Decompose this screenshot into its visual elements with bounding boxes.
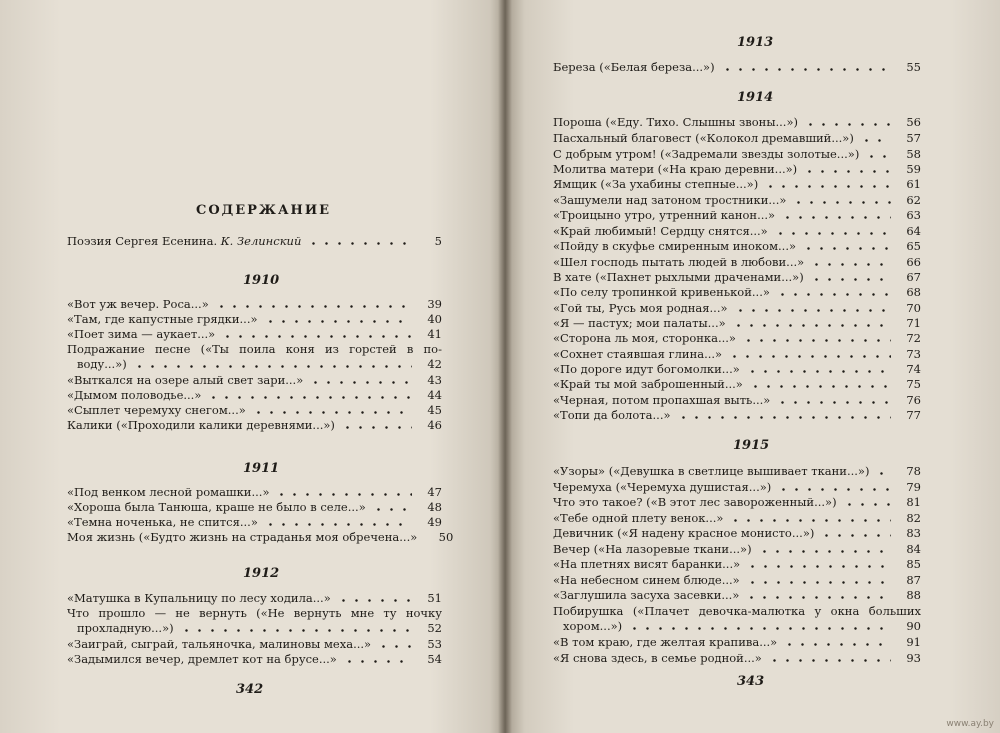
entry-title: Ямщик («За ухабины степные...») <box>553 177 759 191</box>
dot-leader <box>749 385 891 388</box>
page-ref: 68 <box>906 285 921 299</box>
dot-leader <box>746 370 891 373</box>
toc-entry[interactable] <box>67 402 442 418</box>
page-ref: 90 <box>906 619 921 633</box>
page-ref: 49 <box>427 515 442 529</box>
entry-title: «Под венком лесной ромашки...» <box>67 485 270 499</box>
page-ref: 5 <box>434 234 442 248</box>
entry-title: «По селу тропинкой кривенькой...» <box>553 285 770 299</box>
toc-entry[interactable] <box>67 356 442 372</box>
toc-entry-intro[interactable] <box>67 233 442 249</box>
dot-leader <box>764 185 891 188</box>
dot-leader <box>820 534 891 537</box>
toc-entry[interactable] <box>67 651 442 667</box>
entry-title: «Узоры» («Девушка в светлице вышивает ткани...») <box>553 464 870 478</box>
entry-title: «Гой ты, Русь моя родная...» <box>553 301 728 315</box>
toc-entry[interactable] <box>553 192 921 208</box>
toc-entry[interactable] <box>553 146 921 162</box>
entry-title: «Матушка в Купальницу по лесу ходила...» <box>67 591 331 605</box>
page-ref: 87 <box>906 573 921 587</box>
page-ref: 58 <box>906 147 921 161</box>
dot-leader <box>207 396 412 399</box>
dot-leader <box>215 305 412 308</box>
page-ref: 52 <box>427 621 442 635</box>
dot-leader <box>803 170 891 173</box>
page-ref: 43 <box>427 373 442 387</box>
toc-entry[interactable] <box>67 529 454 545</box>
dot-leader <box>843 503 891 506</box>
dot-leader <box>377 645 412 648</box>
page-ref: 61 <box>906 177 921 191</box>
toc-entry[interactable] <box>67 514 442 530</box>
toc-entry[interactable] <box>553 284 921 300</box>
entry-title: В хате («Пахнет рыхлыми драченами...») <box>553 270 804 284</box>
toc-entry[interactable] <box>67 620 442 636</box>
year-heading-1912: 1912 <box>243 566 280 581</box>
toc-entry[interactable] <box>553 463 921 479</box>
entry-title: «Троицыно утро, утренний канон...» <box>553 208 776 222</box>
toc-entry[interactable] <box>67 417 442 433</box>
page-ref: 54 <box>427 652 442 666</box>
toc-entry[interactable] <box>553 556 921 572</box>
dot-leader <box>865 155 891 158</box>
toc-entry[interactable] <box>553 161 921 177</box>
page-ref: 57 <box>906 131 921 145</box>
entry-title: Моя жизнь («Будто жизнь на страданья моя обречена...» <box>67 530 418 544</box>
dot-leader <box>804 123 891 126</box>
dot-leader <box>337 599 412 602</box>
dot-leader <box>221 335 412 338</box>
entry-title: Что это такое? («В этот лес завороженный...») <box>553 495 837 509</box>
dot-leader <box>372 508 412 511</box>
entry-title: «Хороша была Танюша, краше не было в селе...» <box>67 500 366 514</box>
toc-entry[interactable] <box>67 387 442 403</box>
toc-entry[interactable] <box>553 269 921 285</box>
year-heading-1915: 1915 <box>733 438 770 453</box>
page-ref: 84 <box>906 542 921 556</box>
toc-entry[interactable] <box>553 541 921 557</box>
page-ref: 64 <box>906 224 921 238</box>
page-ref: 73 <box>906 347 921 361</box>
dot-leader <box>768 659 891 662</box>
entry-title: «Заиграй, сыграй, тальяночка, малиновы меха...» <box>67 637 372 651</box>
page-ref: 91 <box>906 635 921 649</box>
entry-title: «Я — пастух; мои палаты...» <box>553 316 726 330</box>
dot-leader <box>264 320 412 323</box>
toc-entry[interactable] <box>67 372 442 388</box>
year-heading-1911: 1911 <box>243 461 280 476</box>
entry-title: хором...») <box>563 619 623 633</box>
dot-leader <box>252 411 412 414</box>
toc-entry[interactable] <box>553 494 921 510</box>
entry-title: «Темна ноченька, не спится...» <box>67 515 258 529</box>
entry-title-line1: Побирушка («Плачет девочка-малютка у окна больших <box>553 604 921 618</box>
dot-leader <box>728 355 891 358</box>
toc-entry[interactable] <box>553 392 921 408</box>
page-ref: 83 <box>906 526 921 540</box>
page-ref: 51 <box>427 591 442 605</box>
toc-entry[interactable] <box>553 330 921 346</box>
entry-title: Береза («Белая береза...») <box>553 60 715 74</box>
entry-title: «Заглушила засуха засевки...» <box>553 588 740 602</box>
dot-leader <box>776 293 891 296</box>
entry-title: Пасхальный благовест («Колокол дремавший...») <box>553 131 854 145</box>
page-ref: 47 <box>427 485 442 499</box>
dot-leader <box>758 550 891 553</box>
page-ref: 62 <box>906 193 921 207</box>
dot-leader <box>734 309 891 312</box>
toc-entry[interactable] <box>553 479 921 495</box>
dot-leader <box>677 416 891 419</box>
entry-title: С добрым утром! («Задремали звезды золотые...») <box>553 147 860 161</box>
year-heading-1913: 1913 <box>737 35 774 50</box>
dot-leader <box>810 278 891 281</box>
entry-title: Вечер («На лазоревые ткани...») <box>553 542 752 556</box>
page-ref: 41 <box>427 327 442 341</box>
entry-title: «Сыплет черемуху снегом...» <box>67 403 246 417</box>
toc-entry[interactable] <box>553 176 921 192</box>
entry-title: прохладную...») <box>77 621 174 635</box>
page-ref: 44 <box>427 388 442 402</box>
page-ref: 59 <box>906 162 921 176</box>
toc-entry[interactable] <box>553 130 921 146</box>
entry-title: Молитва матери («На краю деревни...») <box>553 162 798 176</box>
page-ref: 40 <box>427 312 442 326</box>
page-number-left: 342 <box>236 682 264 697</box>
page-ref: 75 <box>906 377 921 391</box>
entry-title: «Край любимый! Сердцу снятся...» <box>553 224 768 238</box>
toc-entry[interactable] <box>553 650 921 666</box>
watermark: www.ay.by <box>946 719 994 729</box>
entry-title: «Сторона ль моя, сторонка...» <box>553 331 736 345</box>
entry-title: «Поет зима — аукает...» <box>67 327 216 341</box>
page-ref: 66 <box>906 255 921 269</box>
page-ref: 63 <box>906 208 921 222</box>
dot-leader <box>729 519 891 522</box>
page-number-right: 343 <box>737 674 765 689</box>
entry-title-line1: Что прошло — не вернуть («Не вернуть мне ту ночку <box>67 606 442 620</box>
page-ref: 46 <box>427 418 442 432</box>
entry-title: «Вот уж вечер. Роса...» <box>67 297 209 311</box>
page-ref: 50 <box>438 530 454 544</box>
page-ref: 78 <box>906 464 921 478</box>
toc-entry[interactable] <box>553 376 921 392</box>
toc-entry[interactable] <box>67 311 442 327</box>
page-ref: 81 <box>906 495 921 509</box>
toc-entry[interactable] <box>553 572 921 588</box>
dot-leader <box>783 643 891 646</box>
page-ref: 72 <box>906 331 921 345</box>
entry-title: «На плетнях висят баранки...» <box>553 557 741 571</box>
toc-entry[interactable] <box>67 636 442 652</box>
toc-entry[interactable] <box>553 300 921 316</box>
dot-leader <box>746 581 891 584</box>
entry-title: Черемуха («Черемуха душистая...») <box>553 480 772 494</box>
entry-title: «Шел господь пытать людей в любови...» <box>553 255 805 269</box>
page-ref: 42 <box>427 357 442 371</box>
dot-leader <box>810 263 891 266</box>
toc-entry[interactable] <box>553 407 921 423</box>
book-gutter <box>498 0 512 733</box>
dot-leader <box>309 381 412 384</box>
toc-entry[interactable] <box>67 590 442 606</box>
toc-entry[interactable] <box>67 499 442 515</box>
toc-entry[interactable] <box>553 223 921 239</box>
dot-leader <box>746 565 891 568</box>
toc-entry[interactable] <box>67 326 442 342</box>
entry-title: «Я снова здесь, в семье родной...» <box>553 651 762 665</box>
page-ref: 77 <box>906 408 921 422</box>
page-ref: 48 <box>427 500 442 514</box>
toc-entry[interactable] <box>553 634 921 650</box>
toc-entry[interactable] <box>553 59 921 75</box>
toc-entry[interactable] <box>553 361 921 377</box>
entry-title: «Сохнет стаявшая глина...» <box>553 347 723 361</box>
entry-title-line1: Подражание песне («Ты поила коня из горстей в по- <box>67 342 442 356</box>
toc-entry[interactable] <box>553 207 921 223</box>
entry-title: «Задымился вечер, дремлет кот на брусе...» <box>67 652 337 666</box>
toc-entry[interactable] <box>67 296 442 312</box>
page-ref: 53 <box>427 637 442 651</box>
page-ref: 55 <box>906 60 921 74</box>
dot-leader <box>802 247 891 250</box>
entry-title: «Топи да болота...» <box>553 408 671 422</box>
dot-leader <box>133 365 412 368</box>
page-ref: 93 <box>906 651 921 665</box>
dot-leader <box>860 139 891 142</box>
page-ref: 70 <box>906 301 921 315</box>
dot-leader <box>875 472 891 475</box>
page-ref: 67 <box>906 270 921 284</box>
dot-leader <box>341 426 412 429</box>
dot-leader <box>745 596 891 599</box>
page-ref: 39 <box>427 297 442 311</box>
page-ref: 88 <box>906 588 921 602</box>
toc-entry[interactable] <box>553 510 921 526</box>
intro-title: Поэзия Сергея Есенина. <box>67 234 221 248</box>
entry-title: «Выткался на озере алый свет зари...» <box>67 373 304 387</box>
entry-title: «Зашумели над затоном тростники...» <box>553 193 787 207</box>
dot-leader <box>343 660 412 663</box>
dot-leader <box>774 232 891 235</box>
entry-title: «Край ты мой заброшенный...» <box>553 377 743 391</box>
entry-title: «На небесном синем блюде...» <box>553 573 740 587</box>
entry-title: «Пойду в скуфье смиренным иноком...» <box>553 239 797 253</box>
dot-leader <box>628 627 891 630</box>
intro-author: К. Зелинский <box>220 234 302 248</box>
page-ref: 45 <box>427 403 442 417</box>
dot-leader <box>264 523 412 526</box>
toc-entry[interactable] <box>67 484 442 500</box>
page-ref: 76 <box>906 393 921 407</box>
dot-leader <box>781 216 891 219</box>
entry-title: Калики («Проходили калики деревнями...») <box>67 418 335 432</box>
page-ref: 74 <box>906 362 921 376</box>
toc-entry[interactable] <box>553 346 921 362</box>
entry-title: Пороша («Еду. Тихо. Слышны звоны...») <box>553 115 798 129</box>
page-ref: 56 <box>906 115 921 129</box>
toc-entry[interactable] <box>553 114 921 130</box>
entry-title: «Тебе одной плету венок...» <box>553 511 724 525</box>
entry-title: воду...») <box>77 357 127 371</box>
page-ref: 65 <box>906 239 921 253</box>
page-ref: 79 <box>906 480 921 494</box>
dot-leader <box>776 401 891 404</box>
contents-heading: СОДЕРЖАНИЕ <box>196 203 332 218</box>
entry-title: «По дороге идут богомолки...» <box>553 362 740 376</box>
dot-leader <box>742 339 891 342</box>
entry-title: «Черная, потом пропахшая выть...» <box>553 393 771 407</box>
page-ref: 71 <box>906 316 921 330</box>
toc-entry[interactable] <box>553 587 921 603</box>
dot-leader <box>777 488 891 491</box>
entry-title: «В том краю, где желтая крапива...» <box>553 635 778 649</box>
toc-entry[interactable] <box>553 618 921 634</box>
toc-entry[interactable] <box>553 254 921 270</box>
page-ref: 82 <box>906 511 921 525</box>
dot-leader <box>721 68 891 71</box>
toc-entry[interactable] <box>553 315 921 331</box>
dot-leader <box>275 493 412 496</box>
dot-leader <box>792 201 891 204</box>
toc-entry[interactable] <box>553 525 921 541</box>
year-heading-1914: 1914 <box>737 90 774 105</box>
page-ref: 85 <box>906 557 921 571</box>
entry-title: Девичник («Я надену красное монисто...») <box>553 526 815 540</box>
year-heading-1910: 1910 <box>243 273 280 288</box>
entry-title: «Там, где капустные грядки...» <box>67 312 258 326</box>
entry-title: «Дымом половодье...» <box>67 388 202 402</box>
dot-leader <box>307 242 412 245</box>
toc-entry[interactable] <box>553 238 921 254</box>
dot-leader <box>732 324 891 327</box>
dot-leader <box>180 629 412 632</box>
